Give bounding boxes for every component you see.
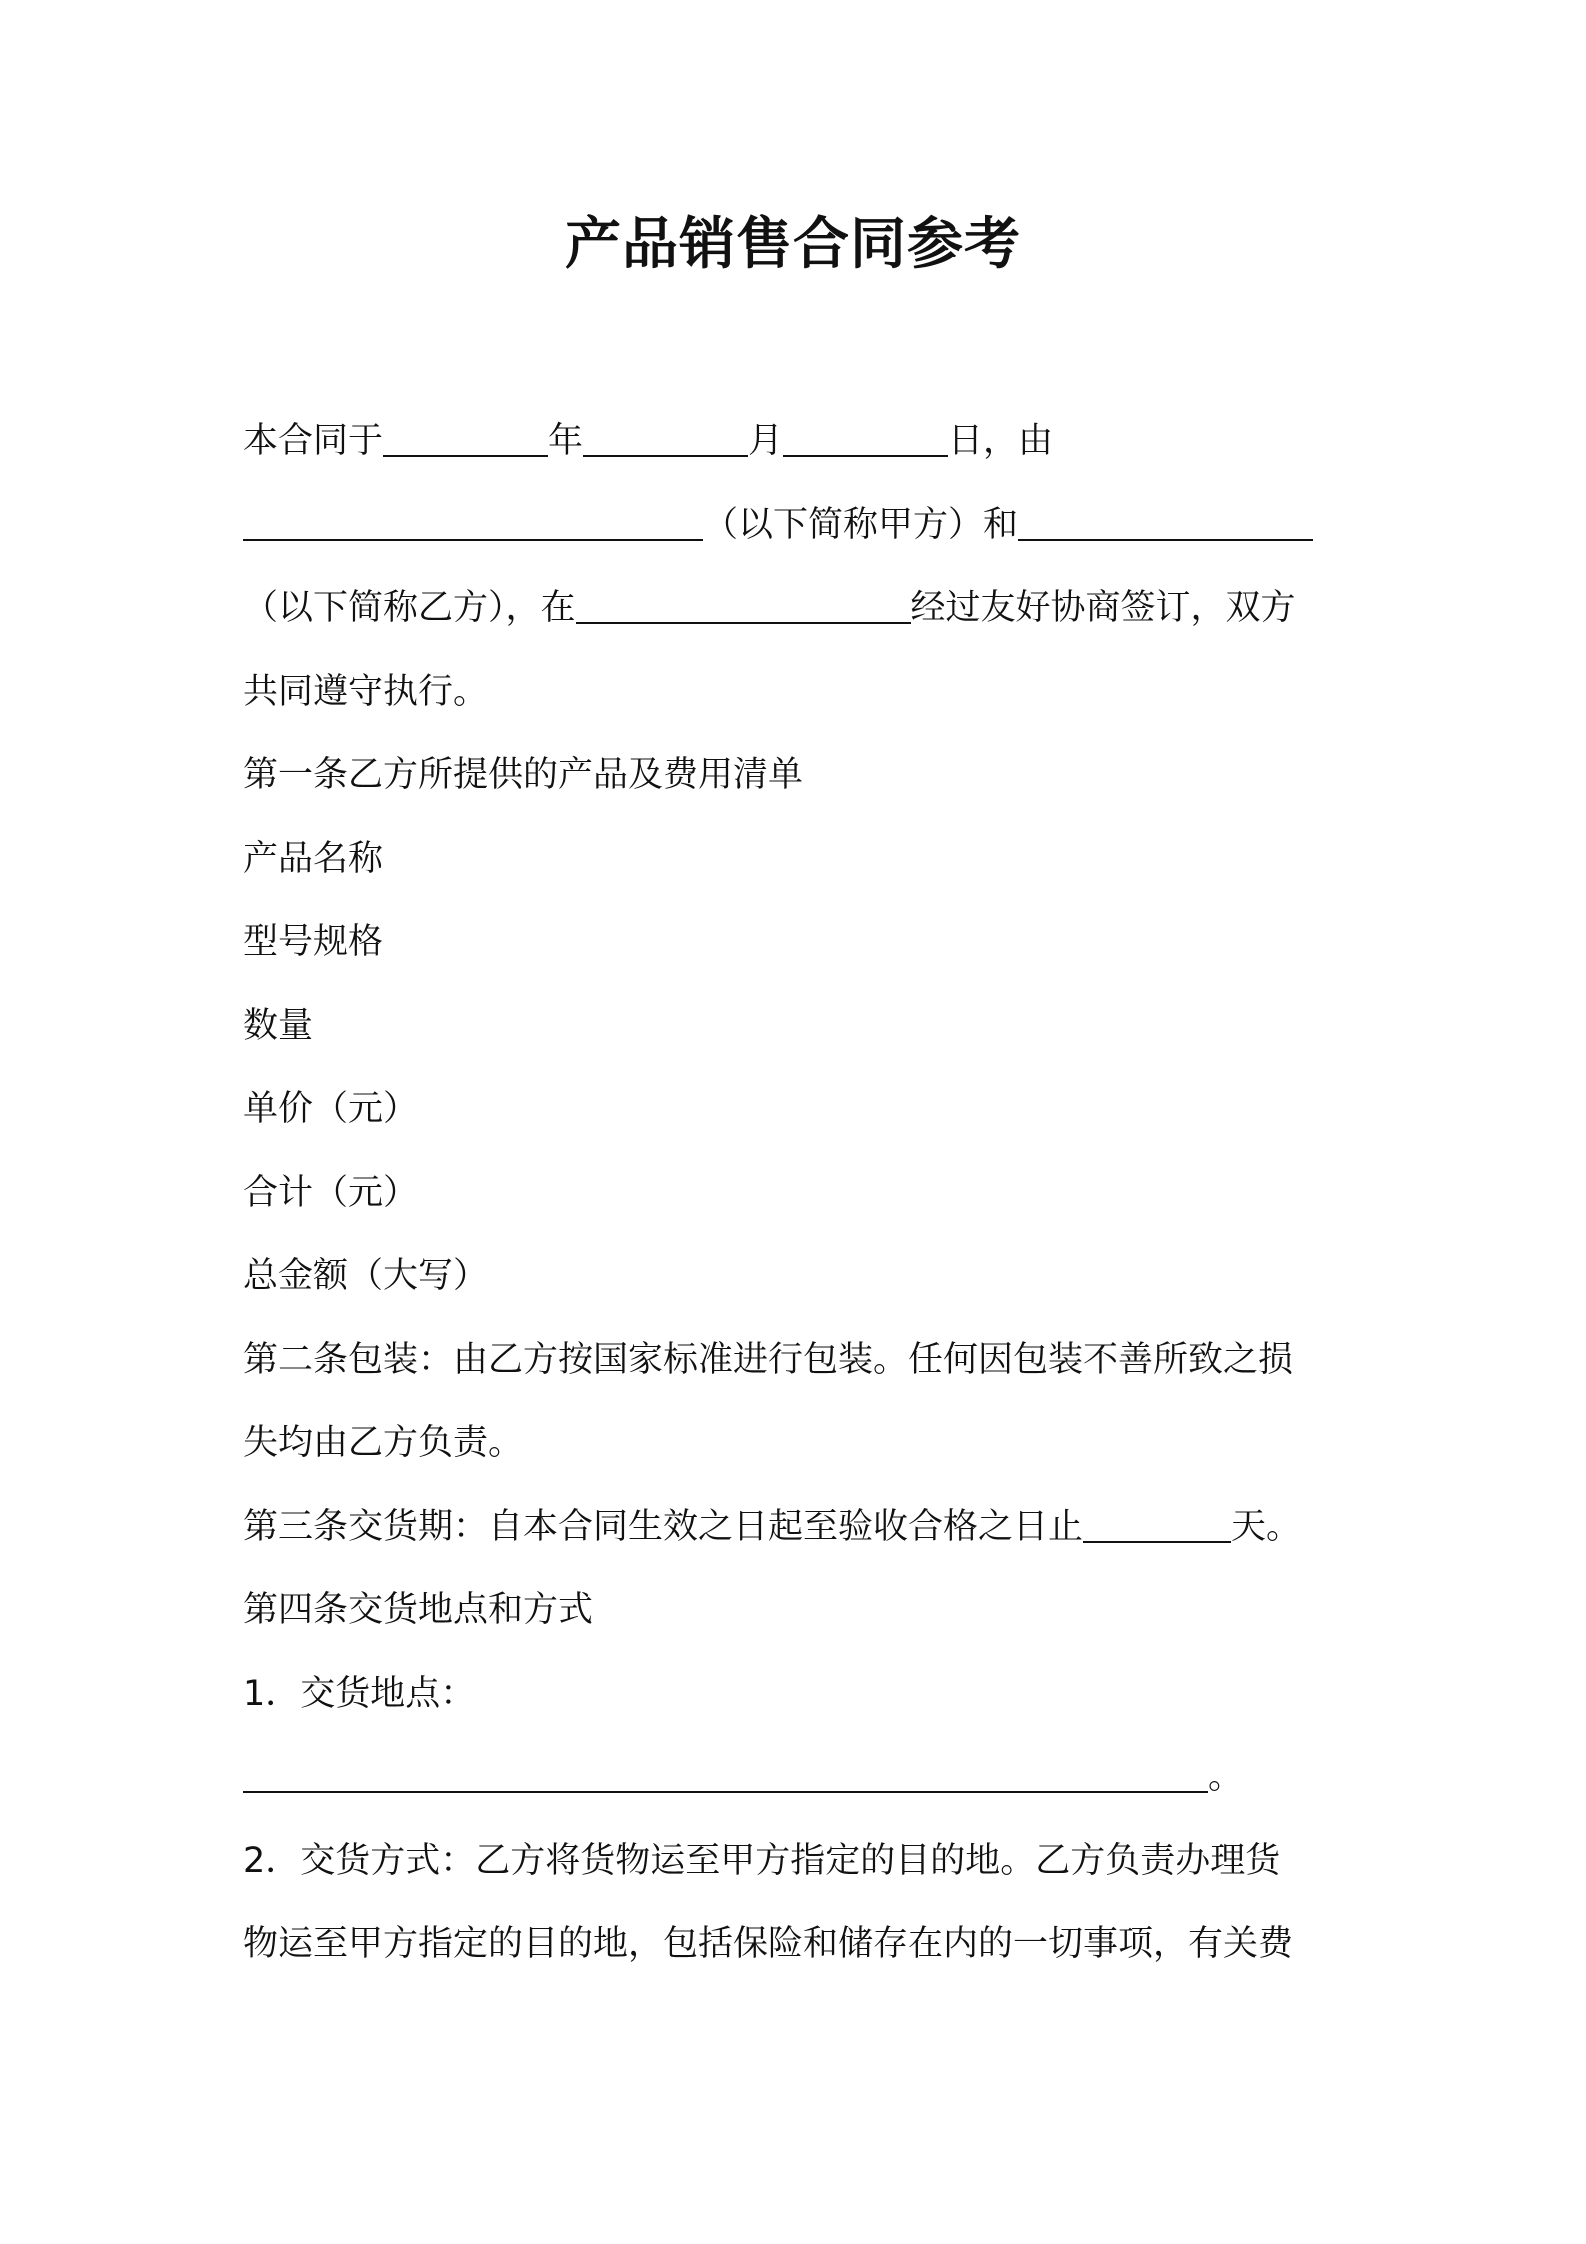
- place-blank: [576, 584, 911, 625]
- article-2-line-1: 第二条包装：由乙方按国家标准进行包装。任何因包装不善所致之损: [243, 1339, 1294, 1380]
- contract-body: [243, 400, 1363, 1987]
- delivery-method-line-1: 2．交货方式：乙方将货物运至甲方指定的目的地。乙方负责办理货: [243, 1840, 1281, 1881]
- article-3-text: 天。: [1231, 1506, 1302, 1547]
- intro-line-4: 共同遵守执行。: [243, 671, 489, 712]
- month-blank: [583, 417, 748, 458]
- delivery-location-end: 。: [1208, 1757, 1244, 1797]
- intro-line-2: [243, 484, 1363, 568]
- party-a-blank: [243, 500, 703, 541]
- product-list-item: 合计（元）: [243, 1172, 419, 1213]
- document-title: 产品销售合同参考: [565, 212, 1021, 277]
- product-list-item: 数量: [243, 1005, 314, 1046]
- intro-text: 经过友好协商签订，双方: [910, 588, 1296, 628]
- product-list-item: 型号规格: [243, 922, 384, 962]
- article-3: [243, 1486, 1363, 1570]
- intro-text: （以下简称乙方），在: [243, 588, 576, 628]
- intro-line-3: [243, 567, 1363, 651]
- product-list-item: 产品名称: [243, 838, 384, 879]
- year-blank: [383, 417, 548, 458]
- intro-line-1: [243, 400, 1363, 484]
- article-4-heading: 第四条交货地点和方式: [243, 1590, 594, 1630]
- delivery-location-label: 1．交货地点：: [243, 1673, 476, 1714]
- intro-text: （以下简称甲方）和: [703, 504, 1019, 545]
- delivery-address-blank: [243, 1753, 1208, 1794]
- intro-text: 本合同于: [243, 421, 384, 461]
- article-1-heading: 第一条乙方所提供的产品及费用清单: [243, 755, 804, 795]
- delivery-method-line-2: 物运至甲方指定的目的地，包括保险和储存在内的一切事项，有关费: [243, 1924, 1294, 1964]
- product-list-item: 总金额（大写）: [243, 1256, 489, 1296]
- article-2-line-2: 失均由乙方负责。: [243, 1423, 524, 1463]
- product-list-item: 单价（元）: [243, 1089, 419, 1129]
- day-blank: [783, 417, 948, 458]
- intro-text: 月: [748, 421, 784, 461]
- intro-text: 日，由: [948, 421, 1054, 461]
- intro-text: 年: [548, 421, 584, 461]
- party-b-blank: [1018, 500, 1313, 541]
- article-3-text: 第三条交货期：自本合同生效之日起至验收合格之日止: [243, 1506, 1084, 1547]
- days-blank: [1083, 1502, 1231, 1543]
- delivery-location-line: [243, 1736, 1363, 1820]
